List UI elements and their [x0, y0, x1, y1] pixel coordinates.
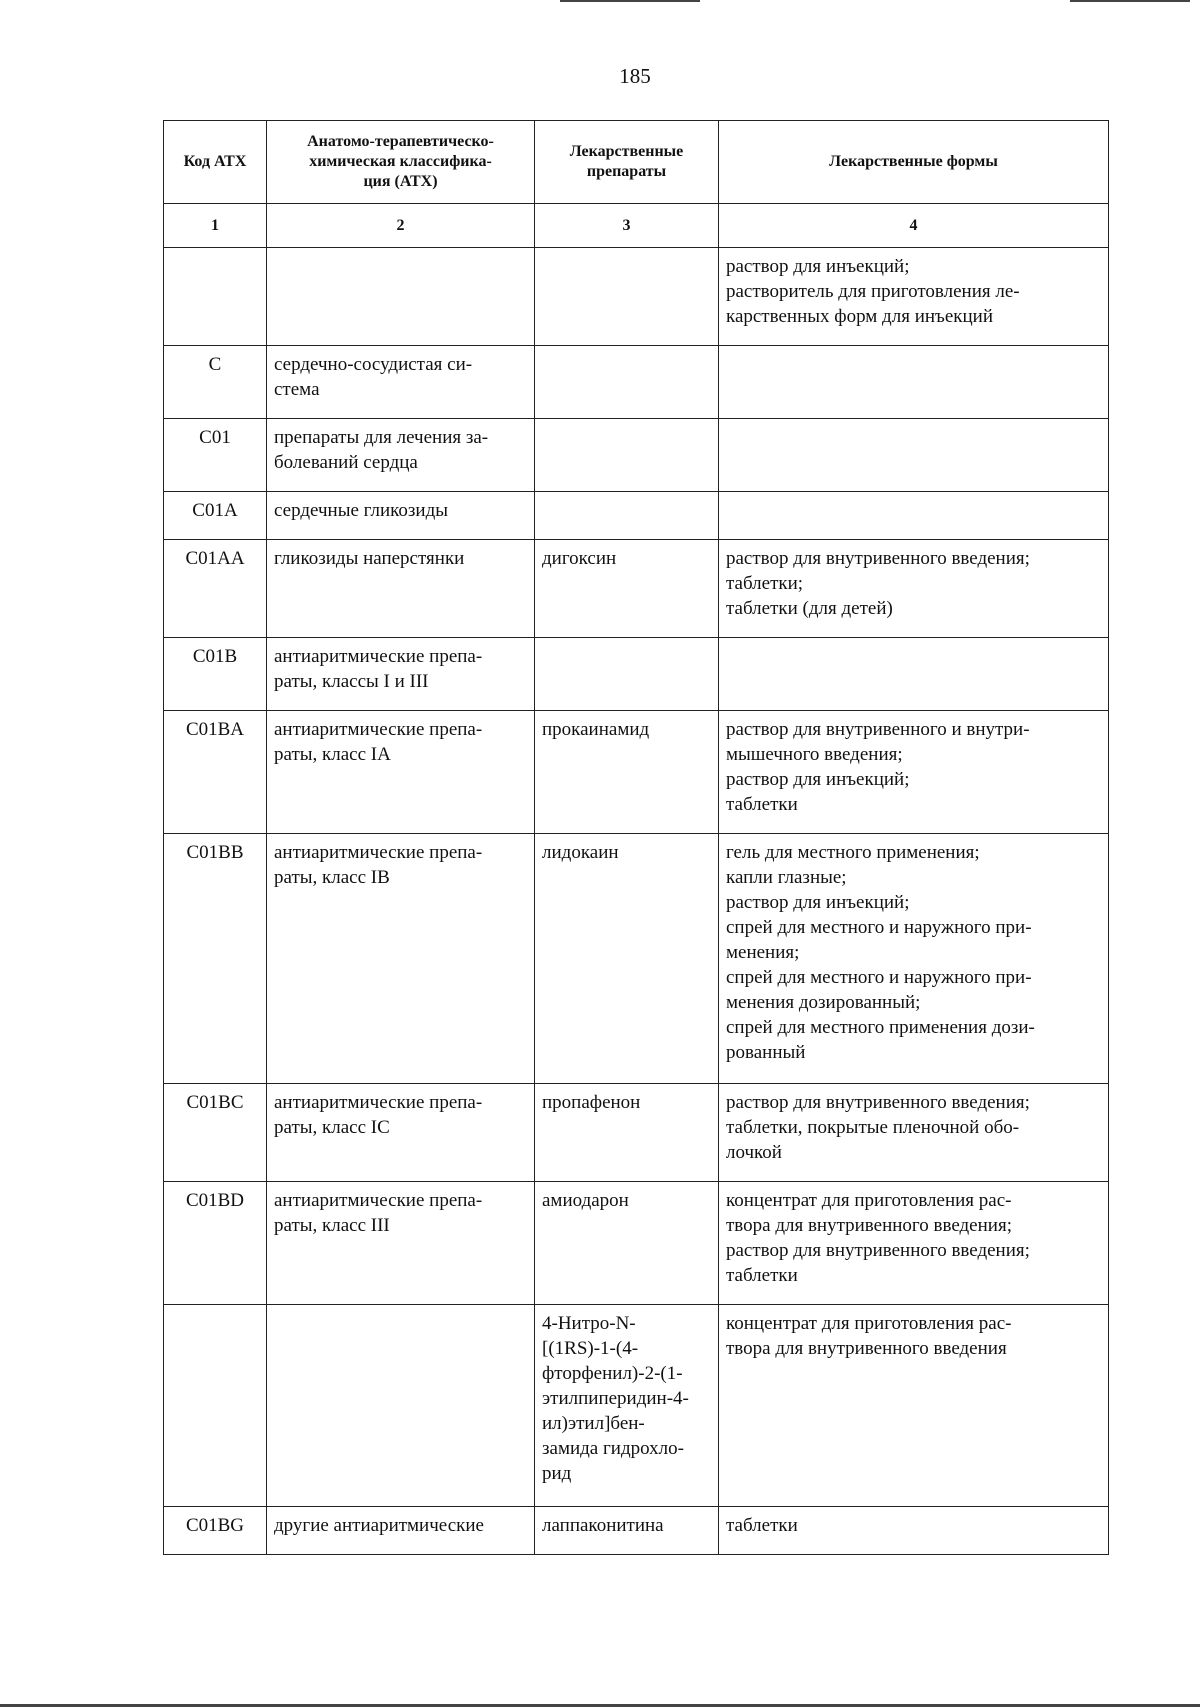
dosage-forms-cell [719, 346, 1109, 419]
header-drugs-line: препараты [586, 163, 667, 180]
classification-line: раты, класс IA [274, 744, 391, 765]
table-row [164, 346, 1109, 419]
dosage-forms-cell [719, 711, 1109, 834]
drug-name-cell [535, 492, 719, 540]
column-number: 4 [719, 204, 1109, 248]
table-row [164, 248, 1109, 346]
atx-drug-table [163, 120, 1109, 1555]
dosage-forms-line: раствор для внутривенного введения; [726, 1092, 1030, 1113]
table-row [164, 1182, 1109, 1305]
scan-artifact-top-line [1070, 0, 1190, 2]
scan-artifact-bottom-line [0, 1704, 1200, 1707]
drug-name-line: фторфенил)-2-(1- [542, 1363, 683, 1384]
header-classification-line: ция (АТХ) [363, 173, 438, 190]
table-row [164, 711, 1109, 834]
drug-name-cell [535, 1182, 719, 1305]
dosage-forms-line: растворитель для приготовления ле- [726, 281, 1020, 302]
classification-line: раты, класс IC [274, 1117, 390, 1138]
dosage-forms-cell [719, 419, 1109, 492]
dosage-forms-line: раствор для инъекций; [726, 256, 910, 277]
classification-line: раты, классы I и III [274, 671, 429, 692]
drug-name-cell [535, 711, 719, 834]
atx-code-cell: C01BD [164, 1182, 267, 1305]
drug-name-cell [535, 834, 719, 1084]
classification-line: другие антиаритмические [274, 1515, 484, 1536]
classification-line: препараты для лечения за- [274, 427, 489, 448]
column-number-row [164, 204, 1109, 248]
dosage-forms-cell [719, 248, 1109, 346]
drug-name-line: амиодарон [542, 1190, 629, 1211]
classification-cell [267, 346, 535, 419]
header-drugs-line: Лекарственные [569, 143, 684, 160]
dosage-forms-line: капли глазные; [726, 867, 847, 888]
dosage-forms-line: рованный [726, 1042, 806, 1063]
drug-name-line: пропафенон [542, 1092, 641, 1113]
drug-name-line: лаппаконитина [542, 1515, 664, 1536]
dosage-forms-cell [719, 1305, 1109, 1507]
header-drugs [535, 121, 719, 204]
dosage-forms-line: лочкой [726, 1142, 782, 1163]
dosage-forms-line: спрей для местного и наружного при- [726, 967, 1032, 988]
atx-code-cell: C [164, 346, 267, 419]
drug-name-line: ил)этил]бен- [542, 1413, 645, 1434]
table-row [164, 540, 1109, 638]
drug-name-cell [535, 1084, 719, 1182]
drug-name-cell [535, 1305, 719, 1507]
dosage-forms-line: раствор для внутривенного введения; [726, 548, 1030, 569]
dosage-forms-line: мышечного введения; [726, 744, 903, 765]
drug-name-line: 4-Нитро-N- [542, 1313, 636, 1334]
classification-line: раты, класс III [274, 1215, 390, 1236]
drug-name-cell [535, 1507, 719, 1555]
dosage-forms-line: таблетки, покрытые пленочной обо- [726, 1117, 1020, 1138]
drug-name-line: дигоксин [542, 548, 617, 569]
dosage-forms-line: твора для внутривенного введения; [726, 1215, 1012, 1236]
header-classification-line: Анатомо-терапевтическо- [307, 133, 494, 150]
classification-cell [267, 1182, 535, 1305]
table-row [164, 1305, 1109, 1507]
atx-code-cell: C01AA [164, 540, 267, 638]
dosage-forms-cell [719, 492, 1109, 540]
classification-cell [267, 638, 535, 711]
atx-code-cell: C01A [164, 492, 267, 540]
classification-cell [267, 419, 535, 492]
table-row [164, 638, 1109, 711]
dosage-forms-line: таблетки [726, 1265, 798, 1286]
classification-cell [267, 1084, 535, 1182]
drug-name-cell [535, 540, 719, 638]
table-body [164, 248, 1109, 1555]
dosage-forms-line: таблетки; [726, 573, 804, 594]
drug-name-line: [(1RS)-1-(4- [542, 1338, 639, 1359]
classification-cell [267, 492, 535, 540]
dosage-forms-cell [719, 834, 1109, 1084]
drug-name-line: замида гидрохло- [542, 1438, 684, 1459]
classification-cell [267, 248, 535, 346]
atx-code-cell: C01BG [164, 1507, 267, 1555]
dosage-forms-line: спрей для местного применения дози- [726, 1017, 1035, 1038]
column-number: 2 [267, 204, 535, 248]
dosage-forms-line: карственных форм для инъекций [726, 306, 994, 327]
atx-code-cell: C01BA [164, 711, 267, 834]
dosage-forms-line: твора для внутривенного введения [726, 1338, 1007, 1359]
classification-cell [267, 1305, 535, 1507]
column-number: 1 [164, 204, 267, 248]
classification-cell [267, 711, 535, 834]
dosage-forms-cell [719, 1182, 1109, 1305]
dosage-forms-cell [719, 1507, 1109, 1555]
drug-name-line: этилпиперидин-4- [542, 1388, 689, 1409]
classification-line: антиаритмические препа- [274, 646, 483, 667]
drug-name-cell [535, 419, 719, 492]
dosage-forms-cell [719, 1084, 1109, 1182]
drug-name-cell [535, 638, 719, 711]
table-header-row [164, 121, 1109, 204]
dosage-forms-line: концентрат для приготовления рас- [726, 1313, 1012, 1334]
classification-cell [267, 1507, 535, 1555]
table-row [164, 1507, 1109, 1555]
drug-name-line: прокаинамид [542, 719, 650, 740]
classification-line: раты, класс IB [274, 867, 390, 888]
dosage-forms-line: таблетки [726, 1515, 798, 1536]
dosage-forms-line: таблетки (для детей) [726, 598, 893, 619]
classification-cell [267, 540, 535, 638]
classification-line: сердечно-сосудистая си- [274, 354, 473, 375]
header-classification-line: химическая классифика- [309, 153, 492, 170]
classification-line: сердечные гликозиды [274, 500, 448, 521]
drug-name-cell [535, 248, 719, 346]
header-dosage-forms: Лекарственные формы [719, 121, 1109, 204]
dosage-forms-line: раствор для внутривенного и внутри- [726, 719, 1030, 740]
classification-line: антиаритмические препа- [274, 1190, 483, 1211]
table-row [164, 834, 1109, 1084]
dosage-forms-line: раствор для инъекций; [726, 769, 910, 790]
dosage-forms-line: таблетки [726, 794, 798, 815]
classification-line: антиаритмические препа- [274, 719, 483, 740]
dosage-forms-line: раствор для внутривенного введения; [726, 1240, 1030, 1261]
dosage-forms-line: менения; [726, 942, 800, 963]
dosage-forms-line: концентрат для приготовления рас- [726, 1190, 1012, 1211]
table-row [164, 492, 1109, 540]
dosage-forms-line: менения дозированный; [726, 992, 921, 1013]
atx-code-cell: C01B [164, 638, 267, 711]
dosage-forms-cell [719, 540, 1109, 638]
table-row [164, 419, 1109, 492]
atx-code-cell [164, 248, 267, 346]
dosage-forms-line: раствор для инъекций; [726, 892, 910, 913]
drug-name-line: рид [542, 1463, 572, 1484]
atx-code-cell: C01BC [164, 1084, 267, 1182]
classification-line: болеваний сердца [274, 452, 418, 473]
drug-name-cell [535, 346, 719, 419]
atx-code-cell [164, 1305, 267, 1507]
dosage-forms-line: спрей для местного и наружного при- [726, 917, 1032, 938]
drug-name-line: лидокаин [542, 842, 619, 863]
table-row [164, 1084, 1109, 1182]
classification-line: гликозиды наперстянки [274, 548, 465, 569]
page-number: 185 [619, 64, 651, 88]
header-atx-classification [267, 121, 535, 204]
atx-code-cell: C01BB [164, 834, 267, 1084]
column-number: 3 [535, 204, 719, 248]
atx-code-cell: C01 [164, 419, 267, 492]
classification-line: антиаритмические препа- [274, 1092, 483, 1113]
dosage-forms-cell [719, 638, 1109, 711]
classification-line: стема [274, 379, 320, 400]
header-atx-code: Код АТХ [164, 121, 267, 204]
scan-artifact-top-line [560, 0, 700, 2]
classification-cell [267, 834, 535, 1084]
dosage-forms-line: гель для местного применения; [726, 842, 980, 863]
classification-line: антиаритмические препа- [274, 842, 483, 863]
